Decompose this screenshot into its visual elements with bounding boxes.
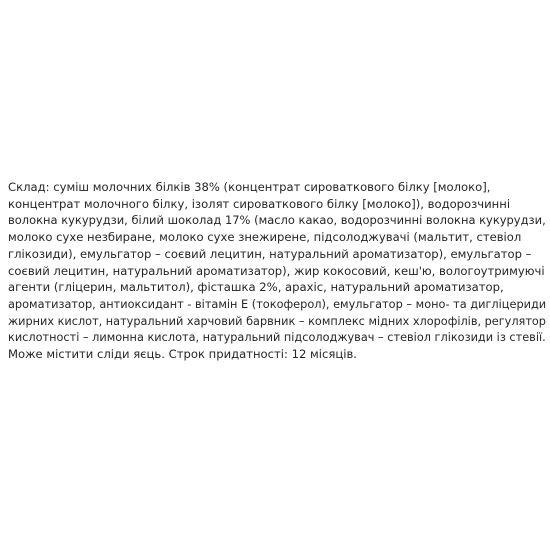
ingredients-line: кислотності – лимонна кислота, натуральний підсолоджувач – стевіол глікозиди із стевії. bbox=[8, 330, 546, 345]
ingredients-line: Склад: суміш молочних білків 38% (концентрат сироваткового білку [молоко], bbox=[8, 180, 491, 194]
ingredients-line: молоко сухе незбиране, молоко сухе знежирене, підсолоджувачі (мальтит, стевіол bbox=[8, 230, 522, 245]
ingredients-line: соєвий лецитин, натуральний ароматизатор), жир кокосовий, кеш'ю, вологоутримуючі bbox=[8, 263, 545, 278]
ingredients-text bbox=[8, 179, 546, 363]
ingredients-line: Може містити сліди яєць. Строк придатності: 12 місяців. bbox=[8, 347, 357, 362]
ingredients-line: жирних кислот, натуральний харчовий барвник – комплекс мідних хлорофілів, регулятор bbox=[8, 313, 546, 328]
ingredients-line: агенти (гліцерин, мальтитол), фісташка 2%, арахіс, натуральний ароматизатор, bbox=[8, 280, 504, 295]
ingredients-line: глікозиди), емульгатор – соєвий лецитин, натуральний ароматизатор), емульгатор – bbox=[8, 246, 532, 261]
ingredients-line: волокна кукурудзи, білий шоколад 17% (масло какао, водорозчинні волокна кукурудзи, bbox=[8, 213, 546, 228]
ingredients-line: ароматизатор, антиоксидант - вітамін Е (токоферол), емульгатор – моно- та дигліцериди bbox=[8, 296, 547, 311]
ingredients-line: концентрат молочного білку, ізолят сироваткового білку [молоко]), водорозчинні bbox=[8, 196, 511, 211]
